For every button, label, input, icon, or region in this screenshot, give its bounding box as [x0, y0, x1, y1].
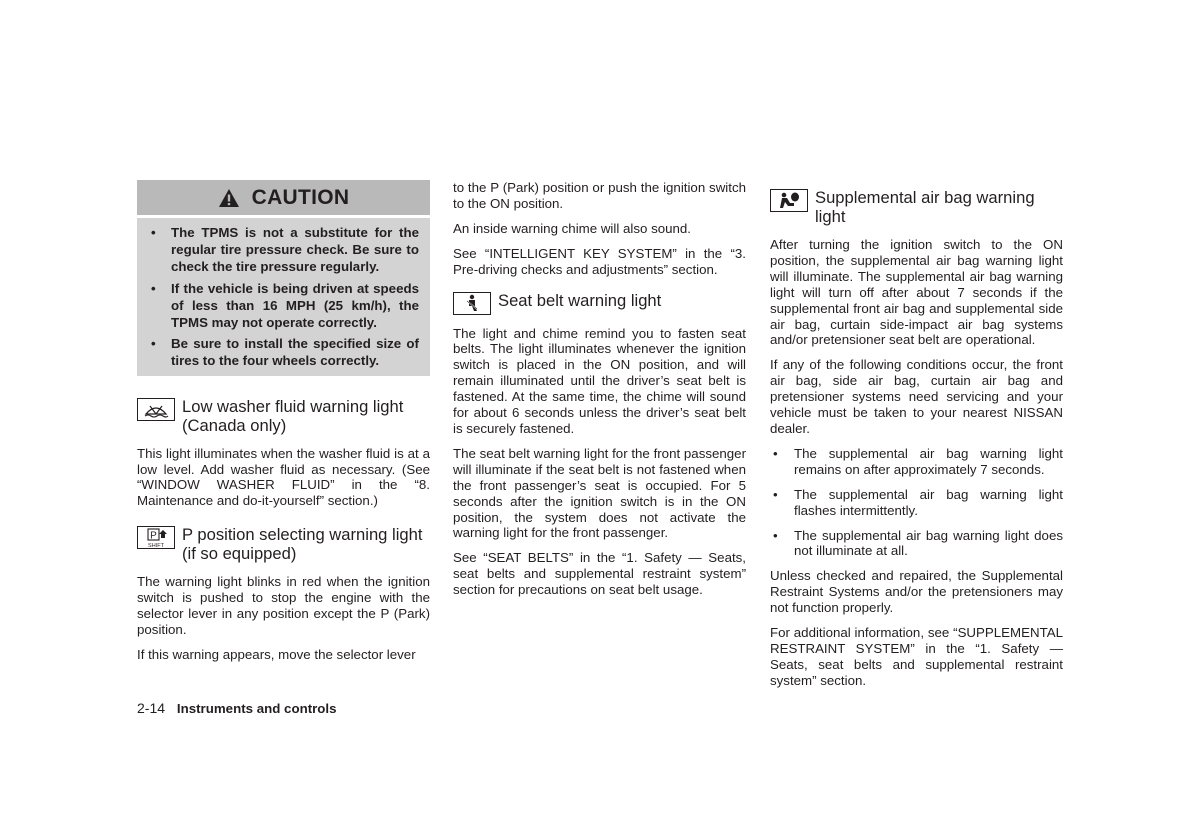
svg-text:SHIFT: SHIFT: [148, 542, 164, 548]
washer-section-heading: [137, 397, 430, 435]
p-position-para: The warning light blinks in red when the ignition switch is pushed to stop the engine with the selector lever in any position except the P (Park) position.: [137, 574, 430, 637]
airbag-para: Unless checked and repaired, the Supplemental Restraint Systems and/or the pretensioners may not function properly.: [770, 568, 1063, 616]
caution-item: • If the vehicle is being driven at speeds of less than 16 MPH (25 km/h), the TPMS may not operate correctly.: [147, 280, 419, 332]
continued-para: to the P (Park) position or push the ignition switch to the ON position.: [453, 180, 746, 211]
seatbelt-para: The light and chime remind you to fasten seat belts. The light illuminates whenever the ignition switch is placed in the ON position, and will remain illuminated until the driver’s seat belt is fastened. At the same time, the chime will sound for about 6 seconds unless the driver’s seat belt is securely fastened.: [453, 325, 746, 436]
warning-triangle-icon: [218, 188, 240, 208]
seatbelt-para: The seat belt warning light for the front passenger will illuminate if the seat belt is not fastened when the front passenger’s seat is occupied. For 5 seconds after the ignition switch is in the ON position, the system does not activate the warning light for the front passenger.: [453, 445, 746, 541]
column-1: [137, 180, 430, 672]
caution-box: [137, 180, 430, 376]
airbag-para: For additional information, see “SUPPLEMENTAL RESTRAINT SYSTEM” in the “1. Safety — Seats, seat belts and supplemental restraint system” section.: [770, 625, 1063, 688]
airbag-section-heading: [770, 188, 1063, 226]
svg-text:P: P: [150, 530, 157, 542]
washer-title: Low washer fluid warning light (Canada only): [182, 396, 404, 435]
airbag-bullet-list: [770, 446, 1063, 559]
seatbelt-para: See “SEAT BELTS” in the “1. Safety — Seats, seat belts and supplemental restraint system” section for precautions on seat belt usage.: [453, 550, 746, 598]
caution-body: [137, 218, 430, 376]
p-position-title: P position selecting warning light (if so equipped): [182, 525, 423, 564]
airbag-para: After turning the ignition switch to the ON position, the supplemental air bag warning light will illuminate. The supplemental air bag warning light will turn off after about 7 seconds if the supplemental front air bag and supplemental side air bag, curtain side-impact air bag systems and/or pretensioner seat belt are operational.: [770, 237, 1063, 348]
airbag-title: Supplemental air bag warning light: [815, 188, 1035, 226]
section-title: Instruments and controls: [176, 701, 337, 716]
caution-title: CAUTION: [251, 185, 350, 209]
washer-body: This light illuminates when the washer fluid is at a low level. Add washer fluid as necessary. (See “WINDOW WASHER FLUID” in the “8. Maintenance and do-it-yourself” section.): [137, 445, 430, 509]
caution-item: • The TPMS is not a substitute for the regular tire pressure check. Be sure to check the tire pressure regularly.: [147, 224, 419, 276]
column-3: [770, 180, 1063, 698]
p-shift-icon: [137, 526, 175, 549]
list-item: • The supplemental air bag warning light remains on after approximately 7 seconds.: [770, 446, 1063, 478]
p-position-section-heading: [137, 525, 430, 563]
air-bag-icon: [770, 189, 808, 212]
chime-para: An inside warning chime will also sound.: [453, 220, 691, 236]
caution-header: [137, 180, 430, 215]
page-number: 2-14: [137, 700, 166, 716]
seatbelt-section-heading: [453, 291, 746, 315]
column-2: [453, 180, 746, 607]
caution-item: • Be sure to install the specified size of tires to the four wheels correctly.: [147, 335, 419, 369]
p-position-para: If this warning appears, move the selector lever: [137, 646, 416, 662]
seat-belt-icon: [453, 292, 491, 315]
list-item: • The supplemental air bag warning light does not illuminate at all.: [770, 528, 1063, 560]
seatbelt-title: Seat belt warning light: [498, 290, 662, 310]
airbag-para: If any of the following conditions occur, the front air bag, side air bag, curtain air bag and pretensioner systems need servicing and your vehicle must be taken to your nearest NISSAN dealer.: [770, 357, 1063, 436]
page-footer: [137, 700, 337, 716]
list-item: • The supplemental air bag warning light flashes intermittently.: [770, 487, 1063, 519]
washer-fluid-icon: [137, 398, 175, 421]
see-key-para: See “INTELLIGENT KEY SYSTEM” in the “3. Pre-driving checks and adjustments” section.: [453, 245, 746, 277]
